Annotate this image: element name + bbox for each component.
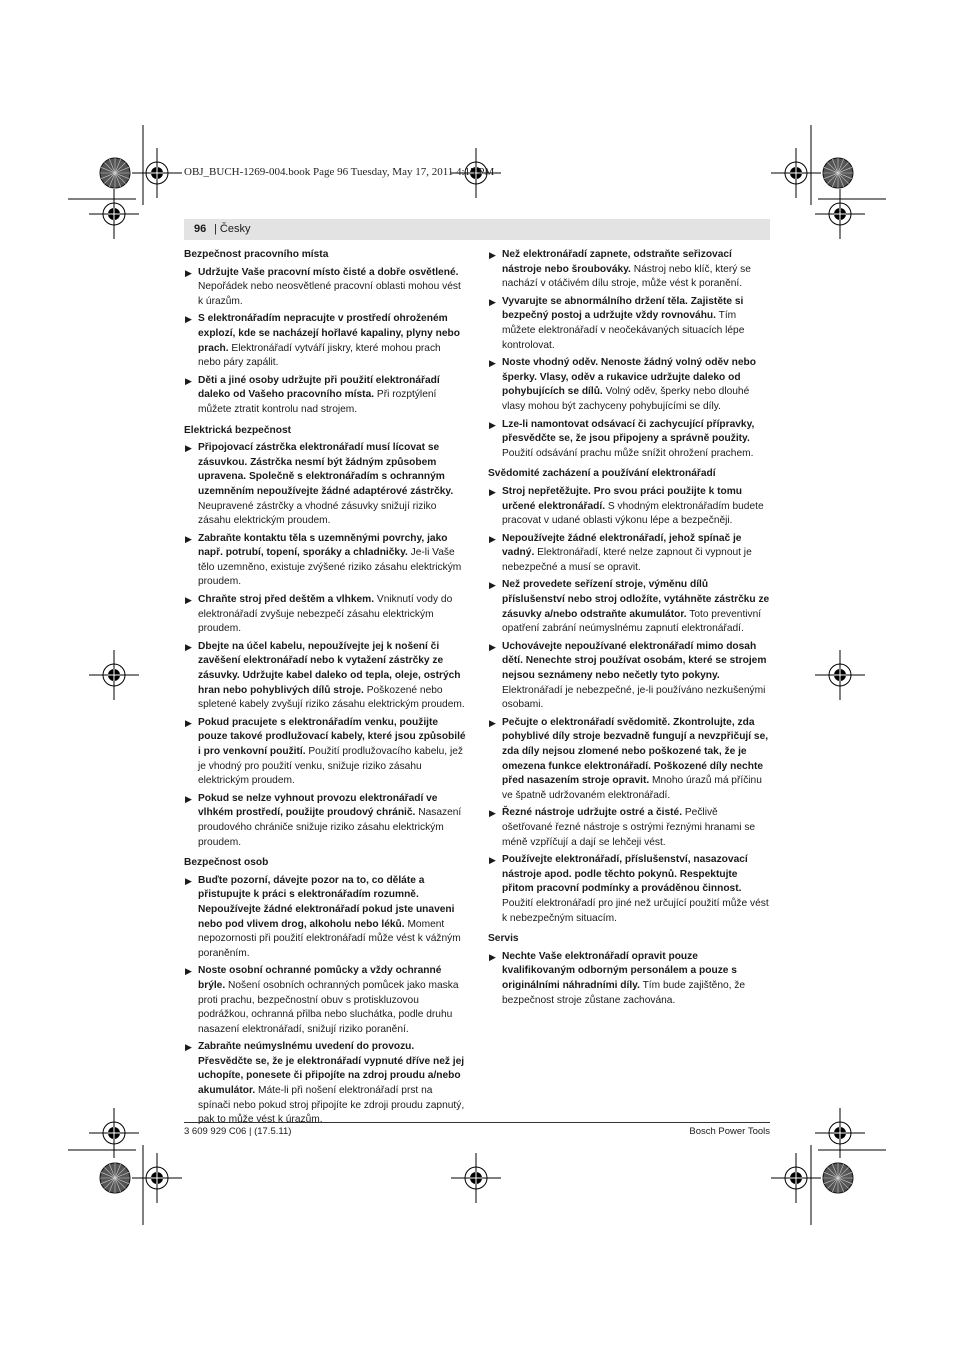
list-item <box>184 1040 466 1128</box>
item-explanation: Tím můžete elektronářadí v neočekávaných situacích lépe kontrolovat. <box>502 310 745 351</box>
bullet-arrow-icon: ▶ <box>185 793 192 804</box>
footer-rule <box>184 1122 770 1123</box>
section-heading: Bezpečnost pracovního místa <box>184 249 329 260</box>
bullet-arrow-icon: ▶ <box>185 314 192 325</box>
item-instruction: Chraňte stroj před deštěm a vlhkem. <box>198 594 375 606</box>
item-instruction: Udržujte Vaše pracovní místo čisté a dobře osvětlené. <box>198 266 459 278</box>
footer-brand: Bosch Power Tools <box>689 1126 770 1137</box>
right-column <box>488 248 770 1011</box>
footer-code: 3 609 929 C06 | (17.5.11) <box>184 1126 292 1137</box>
bullet-arrow-icon: ▶ <box>185 966 192 977</box>
bullet-arrow-icon: ▶ <box>489 533 496 544</box>
bullet-arrow-icon: ▶ <box>489 296 496 307</box>
bullet-arrow-icon: ▶ <box>489 951 496 962</box>
list-item <box>488 578 770 636</box>
list-item <box>488 248 770 292</box>
bullet-arrow-icon: ▶ <box>185 1042 192 1053</box>
item-instruction: Buďte pozorní, dávejte pozor na to, co děláte a přistupujte k práci s elektronářadím rozumně. Nepoužívejte žádné elektronářadí pokud jste unaveni nebo pod vlivem drog, alkoholu nebo léků. <box>198 874 455 930</box>
bullet-arrow-icon: ▶ <box>489 580 496 591</box>
item-instruction: Než elektronářadí zapnete, odstraňte seřizovací nástroje nebo šroubováky. <box>502 249 732 275</box>
bullet-arrow-icon: ▶ <box>489 419 496 430</box>
item-explanation: Elektronářadí, které nelze zapnout či vypnout je nebezpečné a musí se opravit. <box>502 547 752 573</box>
item-explanation: Mnoho úrazů má příčinu ve špatně udržovaném elektronářadí. <box>502 775 762 801</box>
item-explanation: Při rozptýlení můžete ztratit kontrolu nad strojem. <box>198 389 437 415</box>
page-header <box>184 219 770 240</box>
item-explanation: Máte-li při nošení elektronářadí prst na spínači nebo pokud stroj připojíte ke zdroji proudu zapnutý, pak to může vést k úrazům. <box>198 1085 465 1126</box>
item-instruction: Uchovávejte nepoužívané elektronářadí mimo dosah dětí. Nenechte stroj používat osobám, které se strojem nejsou seznámeny nebo nečetly tyto pokyny. <box>502 640 767 682</box>
bullet-arrow-icon: ▶ <box>185 533 192 544</box>
item-explanation: Použití odsávání prachu může snížit ohrožení prachem. <box>502 447 754 459</box>
item-explanation: S vhodným elektronářadím budete pracovat v udané oblasti výkonu lépe a bezpečněji. <box>502 500 764 527</box>
bullet-arrow-icon: ▶ <box>489 855 496 866</box>
list-item <box>184 593 466 637</box>
item-explanation: Nepořádek nebo neosvětlené pracovní oblasti mohou vést k úrazům. <box>198 281 461 307</box>
list-item <box>488 806 770 850</box>
item-explanation: Nástroj nebo klíč, který se nachází v otáčivém dílu stroje, může vést k poranění. <box>502 263 751 290</box>
item-instruction: Než provedete seřízení stroje, výměnu dílů příslušenství nebo stroj odložíte, vytáhněte zástrčku ze zásuvky a/nebo odstraňte akumulátor. <box>502 579 770 620</box>
list-item <box>184 374 466 418</box>
book-info-line: OBJ_BUCH-1269-004.book Page 96 Tuesday, May 17, 2011 4:15 PM <box>184 166 495 178</box>
bullet-arrow-icon: ▶ <box>185 875 192 886</box>
list-item <box>488 532 770 576</box>
section-heading: Elektrická bezpečnost <box>184 424 292 436</box>
bullet-arrow-icon: ▶ <box>489 717 496 728</box>
list-item <box>488 853 770 926</box>
item-explanation: Použití prodlužovacího kabelu, jež je vhodný pro použití venku, snižuje riziko zásahu elektrickým proudem. <box>198 746 463 787</box>
item-explanation: Volný oděv, šperky nebo dlouhé vlasy mohou být zachyceny pohybujícími se díly. <box>502 386 750 412</box>
bullet-arrow-icon: ▶ <box>185 595 192 606</box>
item-explanation: Nošení osobních ochranných pomůcek jako maska proti prachu, bezpečnostní obuv s protiskluzovou podrážkou, ochranná přilba nebo sluchátka, podle druhu nasazení elektronářadí, snižují riziko poranění. <box>198 979 459 1035</box>
item-instruction: Noste vhodný oděv. Nenoste žádný volný oděv nebo šperky. Vlasy, oděv a rukavice udržujte daleko od pohybujících se dílů. <box>502 357 756 398</box>
list-item <box>488 356 770 414</box>
list-item <box>184 312 466 370</box>
item-instruction: Zabraňte neúmyslnému uvedení do provozu. Přesvědčte se, že je elektronářadí vypnuté dříve než jej uchopíte, ponesete či připojíte na zdroj proudu a/nebo akumulátor. <box>198 1041 465 1097</box>
bullet-arrow-icon: ▶ <box>185 267 192 278</box>
bullet-arrow-icon: ▶ <box>489 486 496 497</box>
left-column <box>184 248 466 1131</box>
item-instruction: Zabraňte kontaktu těla s uzemněnými povrchy, jako např. potrubí, topení, sporáky a chladničky. <box>198 532 448 559</box>
item-explanation: Elektronářadí vytváří jiskry, které mohou prach nebo páry zapálit. <box>198 342 441 369</box>
bullet-arrow-icon: ▶ <box>185 641 192 652</box>
item-instruction: Pokud pracujete s elektronářadím venku, použijte pouze takové prodlužovací kabely, které jsou způsobilé i pro venkovní použití. <box>198 716 466 757</box>
bullet-arrow-icon: ▶ <box>489 808 496 819</box>
item-instruction: Řezné nástroje udržujte ostré a čisté. <box>502 807 683 819</box>
item-explanation: Použití elektronářadí pro jiné než určující použití může vést k nebezpečným situacím. <box>502 897 769 924</box>
item-instruction: Používejte elektronářadí, příslušenství, nasazovací nástroje apod. podle těchto pokynů. Respektujte přitom pracovní podmínky a prováděnou činnost. <box>502 854 748 895</box>
item-instruction: Dbejte na účel kabelu, nepoužívejte jej k nošení či zavěšení elektronářadí nebo k vytažení zástrčky ze zásuvky. Udržujte kabel daleko od tepla, oleje, ostrých hran nebo pohyblivých dílů stroje. <box>198 640 461 696</box>
list-item <box>488 640 770 713</box>
item-explanation: Neupravené zástrčky a vhodné zásuvky snižují riziko zásahu elektrickým proudem. <box>198 500 437 527</box>
list-item <box>488 418 770 462</box>
item-explanation: Moment nepozornosti při použití elektronářadí může vést k vážným poraněním. <box>198 918 461 959</box>
list-item <box>184 874 466 962</box>
list-item <box>184 266 466 310</box>
section-heading: Svědomité zacházení a používání elektronářadí <box>488 468 716 480</box>
page-number: 96 <box>194 223 207 235</box>
item-explanation: Tím bude zajištěno, že bezpečnost stroje zůstane zachována. <box>502 979 746 1006</box>
section-heading: Bezpečnost osob <box>184 857 269 869</box>
item-instruction: Nechte Vaše elektronářadí opravit pouze kvalifikovaným odborným personálem a pouze s originálními náhradními díly. <box>502 950 737 991</box>
item-explanation: Toto preventivní opatření zabrání neúmyslnému zapnutí elektronářadí. <box>502 608 762 635</box>
item-instruction: Nepoužívejte žádné elektronářadí, jehož spínač je vadný. <box>502 532 742 559</box>
item-instruction: Děti a jiné osoby udržujte při použití elektronářadí daleko od Vašeho pracovního místa. <box>198 374 440 401</box>
list-item <box>184 441 466 529</box>
bullet-arrow-icon: ▶ <box>489 641 496 652</box>
list-item <box>184 964 466 1037</box>
item-instruction: S elektronářadím nepracujte v prostředí ohroženém explozí, kde se nacházejí hořlavé kapaliny, plyny nebo prach. <box>198 313 460 354</box>
item-instruction: Lze-li namontovat odsávací či zachycující přípravky, přesvědčte se, že jsou připojeny a správně použity. <box>502 418 755 445</box>
item-explanation: Pečlivě ošetřované řezné nástroje s ostrými řeznými hranami se méně vzpříčují a dají se lehčeji vést. <box>502 807 756 848</box>
item-explanation: Elektronářadí je nebezpečné, je-li používáno nezkušenými osobami. <box>502 684 766 711</box>
item-explanation: Vniknutí vody do elektronářadí zvyšuje nebezpečí zásahu elektrickým proudem. <box>198 594 453 635</box>
item-instruction: Pečujte o elektronářadí svědomitě. Zkontrolujte, zda pohyblivé díly stroje bezvadně fungují a nevzpřičují se, zda díly nejsou zlomené nebo poškozené tak, že je omezena funkce elektronářadí. Poškozené díly nechte před nasazením stroje opravit. <box>502 716 769 787</box>
item-explanation: Je-li Vaše tělo uzemněno, existuje zvýšené riziko zásahu elektrickým proudem. <box>198 547 462 588</box>
list-item <box>488 950 770 1008</box>
item-explanation: Poškozené nebo spletené kabely zvyšují riziko zásahu elektrickým proudem. <box>198 684 465 711</box>
bullet-arrow-icon: ▶ <box>489 250 496 260</box>
section-heading: Servis <box>488 933 519 945</box>
list-item <box>488 295 770 353</box>
item-instruction: Vyvarujte se abnormálního držení těla. Zajistěte si bezpečný postoj a udržujte vždy rovnováhu. <box>502 295 744 322</box>
item-instruction: Připojovací zástrčka elektronářadí musí lícovat se zásuvkou. Zástrčka nesmí být žádným způsobem upravena. Společně s elektronářadím s ochranným uzemněním nepoužívejte žádné adaptérové zástrčky. <box>198 442 454 497</box>
header-language: | Česky <box>214 223 251 235</box>
item-explanation: Nasazení proudového chrániče snižuje riziko zásahu elektrickým proudem. <box>198 807 462 848</box>
bullet-arrow-icon: ▶ <box>185 375 192 386</box>
item-instruction: Stroj nepřetěžujte. Pro svou práci použijte k tomu určené elektronářadí. <box>502 485 743 512</box>
bullet-arrow-icon: ▶ <box>489 358 496 369</box>
list-item <box>184 716 466 789</box>
bullet-arrow-icon: ▶ <box>185 717 192 728</box>
list-item <box>184 640 466 713</box>
item-instruction: Noste osobní ochranné pomůcky a vždy ochranné brýle. <box>198 965 442 991</box>
list-item <box>488 485 770 529</box>
list-item <box>488 716 770 804</box>
item-instruction: Pokud se nelze vyhnout provozu elektronářadí ve vlhkém prostředí, použijte proudový chránič. <box>198 792 438 819</box>
bullet-arrow-icon: ▶ <box>185 443 192 454</box>
list-item <box>184 532 466 590</box>
list-item <box>184 792 466 850</box>
